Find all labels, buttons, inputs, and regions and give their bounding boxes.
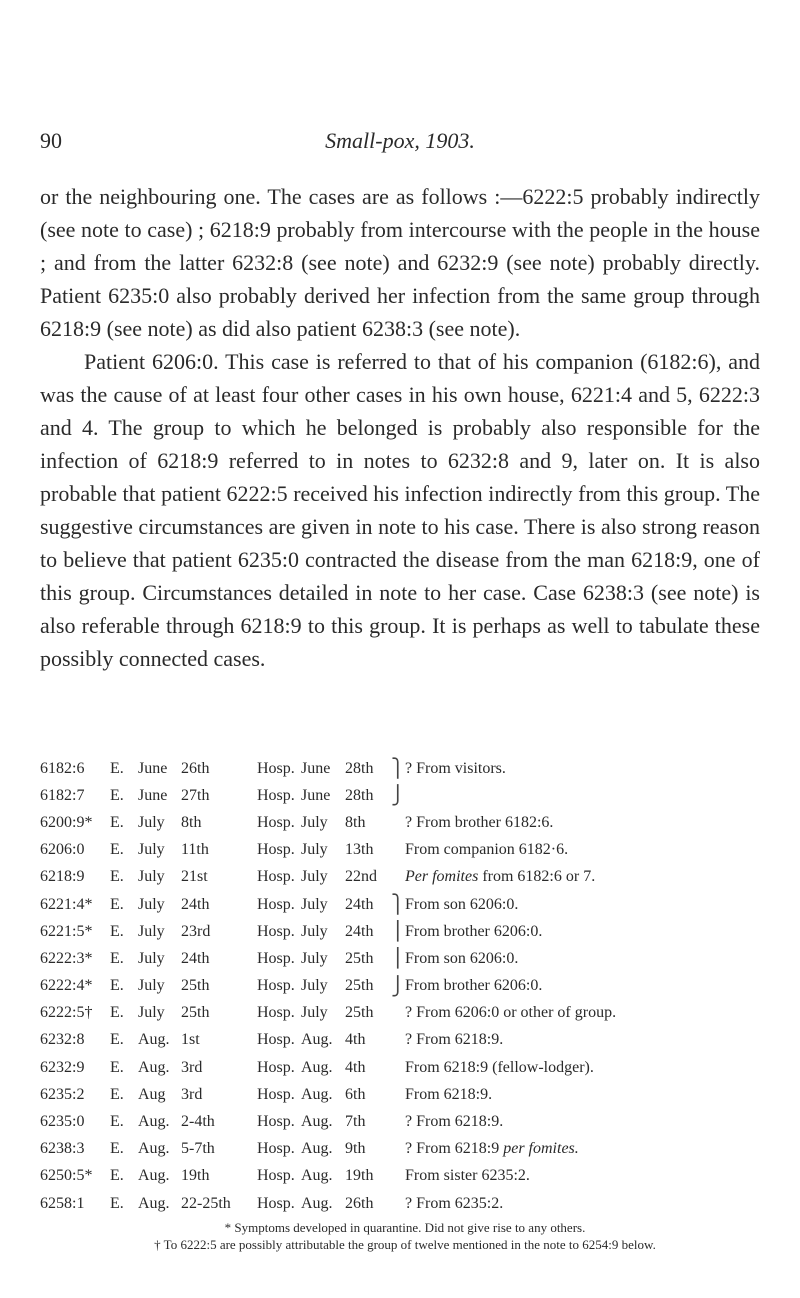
source-note [405, 1027, 770, 1054]
case-number: 6222:3* [40, 949, 93, 967]
onset-day: 11th [181, 841, 209, 859]
district-code: E. [110, 1004, 124, 1022]
source-note [405, 755, 770, 782]
hosp-month: July [301, 949, 328, 967]
onset-month: July [138, 868, 165, 886]
hosp-label: Hosp. [257, 949, 295, 967]
onset-month: Aug. [138, 1194, 170, 1212]
source-note-italic: Per fomites [405, 868, 479, 886]
hosp-label: Hosp. [257, 1113, 295, 1131]
hosp-label: Hosp. [257, 1058, 295, 1076]
case-number: 6182:7 [40, 786, 85, 804]
hosp-day: 8th [345, 813, 366, 831]
hosp-day: 6th [345, 1085, 366, 1103]
onset-day: 24th [181, 895, 210, 913]
district-code: E. [110, 1167, 124, 1185]
group-brace [391, 1054, 405, 1081]
onset-day: 3rd [181, 1058, 203, 1076]
table-row [40, 1190, 770, 1217]
onset-month: July [138, 949, 165, 967]
district-code: E. [110, 1194, 124, 1212]
case-number: 6232:8 [40, 1031, 85, 1049]
table-row [40, 1054, 770, 1081]
table-row [40, 1027, 770, 1054]
onset-day: 2-4th [181, 1113, 215, 1131]
hosp-day: 19th [345, 1167, 374, 1185]
district-code: E. [110, 813, 124, 831]
case-number: 6221:4* [40, 895, 93, 913]
onset-day: 1st [181, 1031, 200, 1049]
hosp-month: Aug. [301, 1058, 333, 1076]
group-brace [391, 837, 405, 864]
source-note-text: ? From 6218:9. [405, 1031, 504, 1049]
table-row [40, 891, 770, 918]
hosp-day: 24th [345, 895, 374, 913]
hosp-day: 28th [345, 759, 374, 777]
district-code: E. [110, 786, 124, 804]
case-number: 6222:5† [40, 1004, 93, 1022]
group-brace: ⎪ [391, 921, 405, 942]
hosp-label: Hosp. [257, 1167, 295, 1185]
page-number: 90 [40, 128, 62, 153]
table-row [40, 945, 770, 972]
source-note-text: ? From brother 6182:6. [405, 813, 554, 831]
case-number: 6235:0 [40, 1113, 85, 1131]
hosp-month: July [301, 1004, 328, 1022]
district-code: E. [110, 895, 124, 913]
onset-month: July [138, 895, 165, 913]
source-note-text: From 6218:9. [405, 1085, 493, 1103]
source-note-text: From brother 6206:0. [405, 922, 543, 940]
hosp-label: Hosp. [257, 759, 295, 777]
hosp-month: June [301, 759, 331, 777]
hosp-day: 25th [345, 949, 374, 967]
hosp-label: Hosp. [257, 813, 295, 831]
district-code: E. [110, 868, 124, 886]
hosp-day: 24th [345, 922, 374, 940]
onset-day: 5-7th [181, 1140, 215, 1158]
hosp-month: Aug. [301, 1085, 333, 1103]
paragraph-2: Patient 6206:0. This case is referred to that of his companion (6182:6), and was the cause of at least four other cases in his own house, 6221:4 and 5, 6222:3 and 4. The group to which he belonged is probably also responsible for the infection of 6218:9 referred to in notes to 6232:8 and 9, later on. It is also probable that patient 6222:5 received his infection indirectly from this group. The suggestive circumstances are given in note to his case. There is also strong reason to believe that patient 6235:0 contracted the disease from the man 6218:9, one of this group. Circumstances detailed in note to her case. Case 6238:3 (see note) is also referable through 6218:9 to this group. It is perhaps as well to tabulate these possibly connected cases. [40, 349, 760, 671]
group-brace [391, 1000, 405, 1027]
group-brace [391, 1190, 405, 1217]
group-brace: ⎭ [391, 975, 405, 996]
hosp-label: Hosp. [257, 1140, 295, 1158]
hosp-month: Aug. [301, 1167, 333, 1185]
source-note [405, 1081, 770, 1108]
table-row [40, 1136, 770, 1163]
hosp-label: Hosp. [257, 895, 295, 913]
source-note [405, 1054, 770, 1081]
case-number: 6218:9 [40, 868, 85, 886]
hosp-month: July [301, 977, 328, 995]
hosp-day: 28th [345, 786, 374, 804]
table-row [40, 1000, 770, 1027]
onset-day: 19th [181, 1167, 210, 1185]
hosp-month: July [301, 895, 328, 913]
source-note [405, 1136, 770, 1163]
onset-day: 8th [181, 813, 202, 831]
group-brace [391, 809, 405, 836]
group-brace [391, 1081, 405, 1108]
group-brace: ⎫ [391, 758, 405, 779]
hosp-label: Hosp. [257, 1194, 295, 1212]
onset-month: Aug. [138, 1058, 170, 1076]
hosp-day: 4th [345, 1031, 366, 1049]
hosp-month: Aug. [301, 1194, 333, 1212]
hosp-month: Aug. [301, 1140, 333, 1158]
source-note [405, 782, 770, 809]
onset-day: 23rd [181, 922, 211, 940]
district-code: E. [110, 949, 124, 967]
source-note-text: From companion 6182·6. [405, 841, 569, 859]
source-note [405, 973, 770, 1000]
source-note-text: ? From 6235:2. [405, 1194, 504, 1212]
table-row [40, 809, 770, 836]
onset-month: July [138, 977, 165, 995]
onset-month: Aug. [138, 1140, 170, 1158]
hosp-label: Hosp. [257, 977, 295, 995]
source-note-text: From brother 6206:0. [405, 977, 543, 995]
case-number: 6221:5* [40, 922, 93, 940]
district-code: E. [110, 922, 124, 940]
source-note [405, 837, 770, 864]
onset-month: July [138, 922, 165, 940]
table-row [40, 864, 770, 891]
case-number: 6232:9 [40, 1058, 85, 1076]
case-number: 6222:4* [40, 977, 93, 995]
group-brace [391, 1136, 405, 1163]
hosp-month: Aug. [301, 1113, 333, 1131]
footnotes [40, 1219, 770, 1253]
paragraph-1: or the neighbouring one. The cases are as follows :—6222:5 probably indirectly (see note to case) ; 6218:9 probably from intercourse with the people in the house ; and from the latter 6232:8 (see note) and 6232:9 (see note) probably directly. Patient 6235:0 also probably derived her infection from the same group through 6218:9 (see note) as did also patient 6238:3 (see note). [40, 184, 760, 341]
hosp-day: 26th [345, 1194, 374, 1212]
hosp-day: 22nd [345, 868, 377, 886]
case-number: 6258:1 [40, 1194, 85, 1212]
footnote-quarantine: * Symptoms developed in quarantine. Did not give rise to any others. [224, 1220, 586, 1235]
hosp-label: Hosp. [257, 1031, 295, 1049]
hosp-label: Hosp. [257, 841, 295, 859]
hosp-day: 7th [345, 1113, 366, 1131]
table-row [40, 1108, 770, 1135]
source-note-text: ? From 6218:9 [405, 1140, 504, 1158]
hosp-label: Hosp. [257, 922, 295, 940]
group-brace: ⎭ [391, 785, 405, 806]
source-note [405, 1190, 770, 1217]
onset-month: Aug. [138, 1113, 170, 1131]
hosp-day: 9th [345, 1140, 366, 1158]
group-brace [391, 1108, 405, 1135]
onset-month: July [138, 1004, 165, 1022]
onset-day: 3rd [181, 1085, 203, 1103]
district-code: E. [110, 1031, 124, 1049]
onset-day: 21st [181, 868, 208, 886]
hosp-month: July [301, 813, 328, 831]
case-number: 6200:9* [40, 813, 93, 831]
onset-month: July [138, 813, 165, 831]
hosp-month: July [301, 868, 328, 886]
case-number: 6235:2 [40, 1085, 85, 1103]
source-note-text: From sister 6235:2. [405, 1167, 530, 1185]
group-brace [391, 1163, 405, 1190]
source-note [405, 945, 770, 972]
footnote-group: † To 6222:5 are possibly attributable the group of twelve mentioned in the note to 6254:9 below. [154, 1237, 656, 1252]
hosp-month: June [301, 786, 331, 804]
group-brace: ⎪ [391, 948, 405, 969]
onset-day: 22-25th [181, 1194, 231, 1212]
source-note [405, 918, 770, 945]
hosp-label: Hosp. [257, 1085, 295, 1103]
source-note-text: From 6218:9 (fellow-lodger). [405, 1058, 594, 1076]
table-row [40, 973, 770, 1000]
district-code: E. [110, 1058, 124, 1076]
cases-table [40, 755, 770, 1217]
source-note [405, 864, 770, 891]
group-brace [391, 864, 405, 891]
table-row [40, 837, 770, 864]
source-note-text: ? From 6206:0 or other of group. [405, 1004, 617, 1022]
table-row [40, 1163, 770, 1190]
source-note-italic: per fomites. [503, 1140, 579, 1158]
source-note-text: ? From 6218:9. [405, 1113, 504, 1131]
district-code: E. [110, 759, 124, 777]
table-row [40, 918, 770, 945]
district-code: E. [110, 1085, 124, 1103]
onset-month: Aug. [138, 1167, 170, 1185]
district-code: E. [110, 977, 124, 995]
onset-day: 24th [181, 949, 210, 967]
hosp-month: Aug. [301, 1031, 333, 1049]
hosp-day: 4th [345, 1058, 366, 1076]
source-note [405, 1163, 770, 1190]
running-title: Small-pox, 1903. [325, 128, 475, 153]
hosp-month: July [301, 841, 328, 859]
source-note [405, 1000, 770, 1027]
hosp-label: Hosp. [257, 786, 295, 804]
source-note-text: ? From visitors. [405, 759, 506, 777]
onset-month: Aug. [138, 1031, 170, 1049]
source-note [405, 809, 770, 836]
table-row [40, 1081, 770, 1108]
table-row [40, 782, 770, 809]
onset-month: Aug [138, 1085, 166, 1103]
onset-month: July [138, 841, 165, 859]
case-number: 6206:0 [40, 841, 85, 859]
hosp-day: 25th [345, 977, 374, 995]
onset-day: 27th [181, 786, 210, 804]
source-note-after: from 6182:6 or 7. [478, 868, 596, 886]
table-row [40, 755, 770, 782]
case-number: 6250:5* [40, 1167, 93, 1185]
hosp-day: 13th [345, 841, 374, 859]
case-number: 6238:3 [40, 1140, 85, 1158]
district-code: E. [110, 841, 124, 859]
district-code: E. [110, 1140, 124, 1158]
case-number: 6182:6 [40, 759, 85, 777]
onset-month: June [138, 786, 168, 804]
hosp-label: Hosp. [257, 1004, 295, 1022]
onset-month: June [138, 759, 168, 777]
source-note [405, 1108, 770, 1135]
hosp-day: 25th [345, 1004, 374, 1022]
onset-day: 25th [181, 1004, 210, 1022]
source-note-text: From son 6206:0. [405, 895, 519, 913]
group-brace [391, 1027, 405, 1054]
source-note [405, 891, 770, 918]
onset-day: 25th [181, 977, 210, 995]
hosp-label: Hosp. [257, 868, 295, 886]
onset-day: 26th [181, 759, 210, 777]
district-code: E. [110, 1113, 124, 1131]
group-brace: ⎫ [391, 894, 405, 915]
source-note-text: From son 6206:0. [405, 949, 519, 967]
hosp-month: July [301, 922, 328, 940]
body-text [40, 180, 760, 675]
